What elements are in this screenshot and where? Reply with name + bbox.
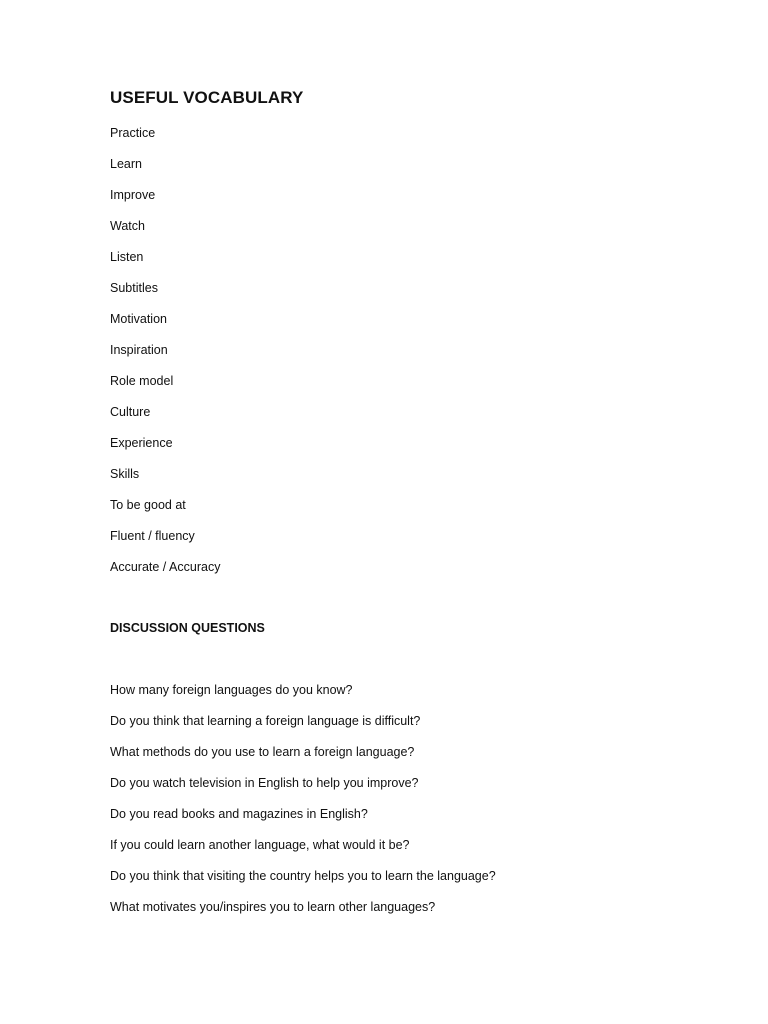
discussion-question: How many foreign languages do you know? xyxy=(110,683,353,697)
vocabulary-item: Learn xyxy=(110,157,142,171)
vocabulary-item: Role model xyxy=(110,374,174,388)
vocabulary-item: Skills xyxy=(110,467,140,481)
discussion-question: Do you watch television in English to help you improve? xyxy=(110,776,419,790)
discussion-question: What motivates you/inspires you to learn other languages? xyxy=(110,900,436,914)
vocabulary-item: Motivation xyxy=(110,312,167,326)
vocabulary-item: Experience xyxy=(110,436,173,450)
vocabulary-item: Listen xyxy=(110,250,144,264)
vocabulary-item: Watch xyxy=(110,219,145,233)
discussion-question-list xyxy=(110,681,496,929)
discussion-question: Do you read books and magazines in English? xyxy=(110,807,368,821)
discussion-question: If you could learn another language, what would it be? xyxy=(110,838,410,852)
vocabulary-item: Fluent / fluency xyxy=(110,529,195,543)
discussion-question: What methods do you use to learn a foreign language? xyxy=(110,745,415,759)
vocabulary-item: Culture xyxy=(110,405,151,419)
vocabulary-item: To be good at xyxy=(110,498,186,512)
vocabulary-item: Subtitles xyxy=(110,281,158,295)
vocabulary-item: Inspiration xyxy=(110,343,168,357)
vocabulary-item: Accurate / Accuracy xyxy=(110,560,221,574)
vocabulary-item: Improve xyxy=(110,188,156,202)
discussion-question: Do you think that learning a foreign language is difficult? xyxy=(110,714,421,728)
discussion-heading: DISCUSSION QUESTIONS xyxy=(110,621,265,635)
vocabulary-item: Practice xyxy=(110,126,156,140)
vocabulary-list xyxy=(110,124,220,589)
page-title: USEFUL VOCABULARY xyxy=(110,88,304,107)
discussion-question: Do you think that visiting the country helps you to learn the language? xyxy=(110,869,496,883)
